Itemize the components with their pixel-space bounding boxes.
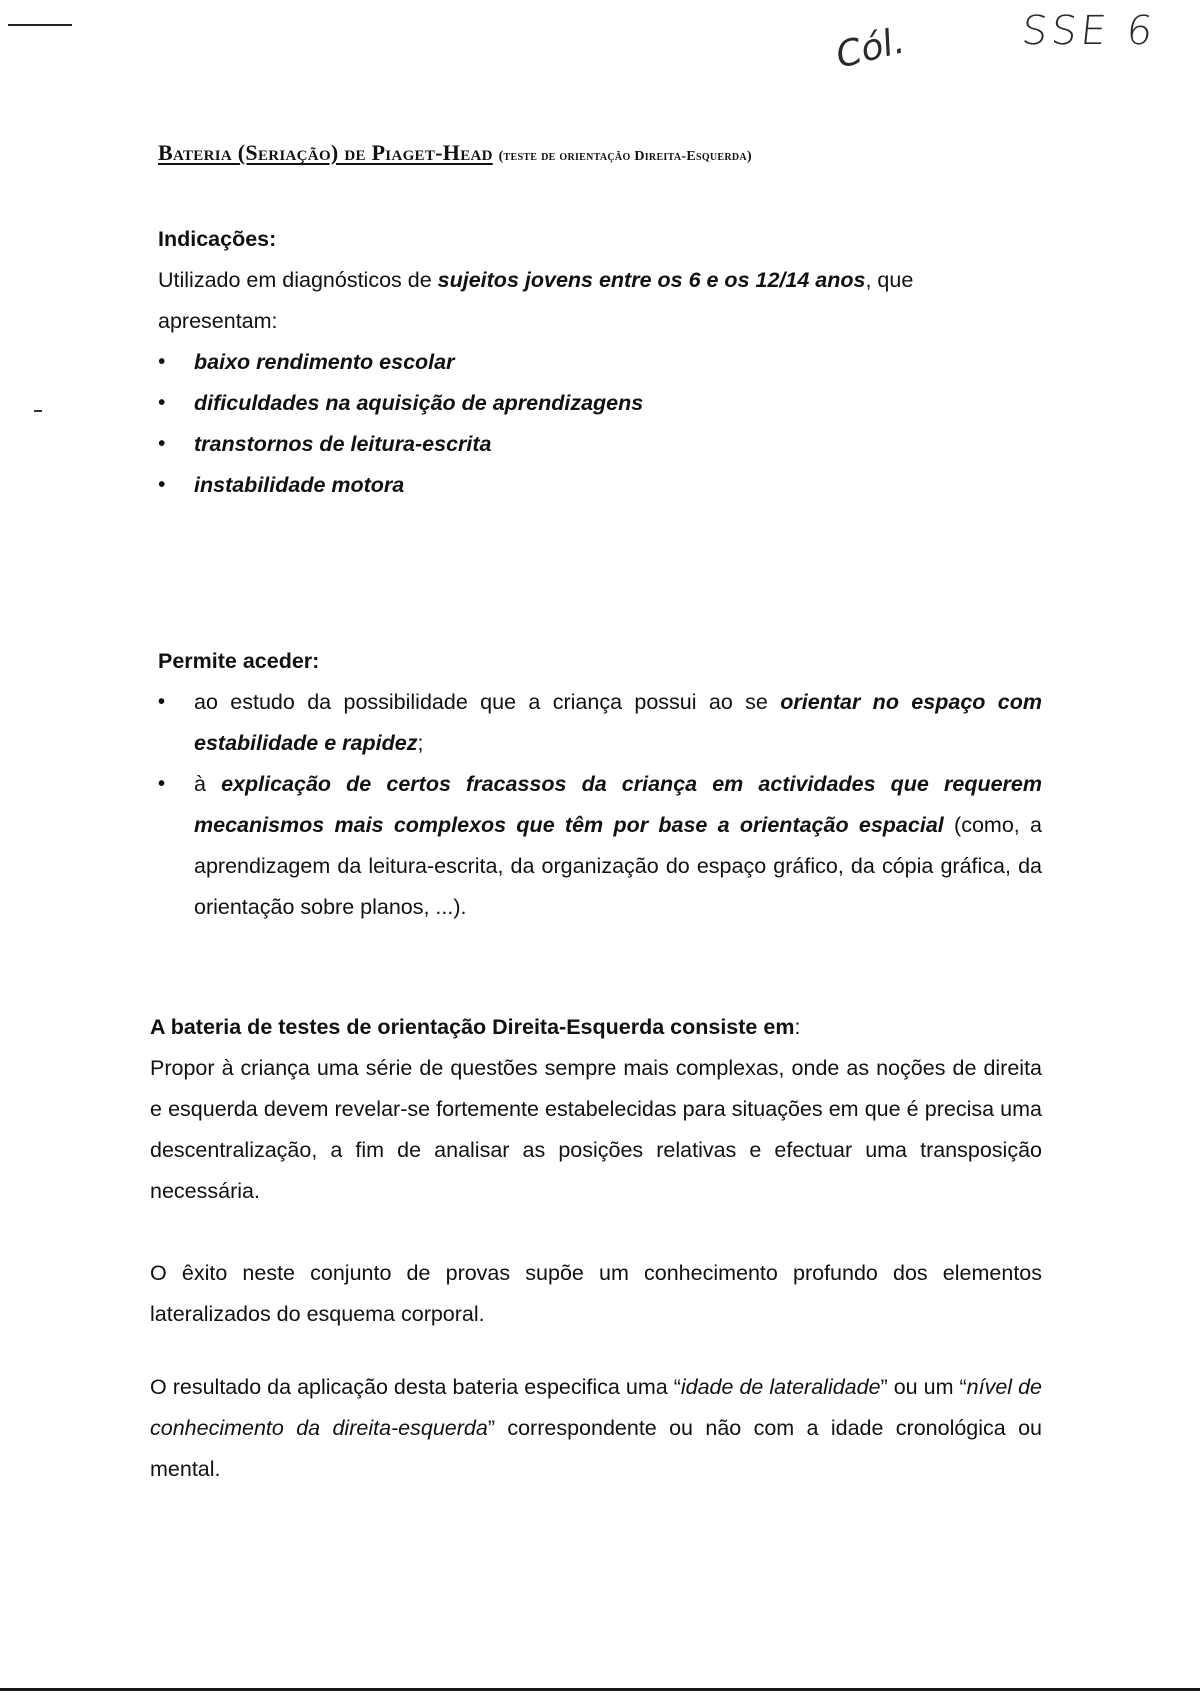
- item-text-end: ;: [417, 731, 424, 755]
- scan-mark-top: [8, 24, 72, 26]
- bateria-heading-colon: :: [794, 1015, 801, 1039]
- section-bateria: [150, 1007, 1042, 1212]
- intro-emphasis: sujeitos jovens entre os 6 e os 12/14 anos: [437, 268, 866, 292]
- bottom-rule: [0, 1688, 1200, 1691]
- handwritten-code: SSE 6: [1019, 8, 1159, 54]
- section-permite: [158, 641, 1042, 928]
- section-exito: [150, 1253, 1042, 1335]
- section-indicacoes: [158, 219, 1038, 506]
- bateria-heading-text: A bateria de testes de orientação Direita-Esquerda consiste em: [150, 1015, 795, 1039]
- list-item: [158, 764, 1042, 928]
- title-main: Bateria (Seriação) de Piaget-Head: [158, 140, 493, 165]
- resultado-text: O resultado da aplicação desta bateria especifica uma “: [150, 1375, 681, 1399]
- indicacoes-intro: [158, 260, 1038, 342]
- resultado-term: nível de conhecimento da direita-esquerda: [150, 1375, 1042, 1440]
- resultado-text: ” correspondente ou não com a idade cronológica ou mental.: [150, 1416, 1042, 1481]
- resultado-term: idade de lateralidade: [680, 1375, 881, 1399]
- exito-paragraph: O êxito neste conjunto de provas supõe um conhecimento profundo dos elementos lateralizados do esquema corporal.: [150, 1261, 1042, 1326]
- document-title: [158, 140, 1058, 166]
- item-text: ao estudo da possibilidade que a criança possui ao se: [194, 690, 781, 714]
- list-item: • transtornos de leitura-escrita: [158, 424, 1038, 465]
- item-text-end: (como, a aprendizagem da leitura-escrita, da organização do espaço gráfico, da cópia gráfica, da orientação sobre planos, ...).: [194, 813, 1042, 919]
- item-emphasis: explicação de certos fracassos da criança em actividades que requerem mecanismos mais complexos que têm por base a orientação espacial: [194, 772, 1042, 837]
- bateria-heading: [150, 1007, 1042, 1048]
- section-resultado: [150, 1367, 1042, 1490]
- indicacoes-list: [158, 342, 1038, 506]
- list-item: • baixo rendimento escolar: [158, 342, 1038, 383]
- title-subtitle: (teste de orientação Direita-Esquerda): [498, 149, 752, 164]
- list-item: • instabilidade motora: [158, 465, 1038, 506]
- scan-mark-side: [34, 410, 42, 412]
- indicacoes-heading: Indicações:: [158, 227, 277, 251]
- permite-heading: Permite aceder:: [158, 649, 320, 673]
- resultado-text: ” ou um “: [880, 1375, 967, 1399]
- list-item: [158, 682, 1042, 764]
- bateria-paragraph: Propor à criança uma série de questões sempre mais complexas, onde as noções de direita e esquerda devem revelar-se fortemente estabelecidas para situações em que é precisa uma descentralização, a fim de analisar as posições relativas e efectuar uma transposição necessária.: [150, 1056, 1042, 1203]
- list-item: • dificuldades na aquisição de aprendizagens: [158, 383, 1038, 424]
- item-emphasis: orientar no espaço com estabilidade e rapidez: [194, 690, 1042, 755]
- item-text: à: [194, 772, 222, 796]
- resultado-paragraph: [150, 1367, 1042, 1490]
- intro-text: Utilizado em diagnósticos de: [158, 268, 438, 292]
- intro-text-end: , que apresentam:: [158, 268, 914, 333]
- permite-list: [158, 682, 1042, 928]
- handwritten-note: Cól.: [832, 20, 909, 77]
